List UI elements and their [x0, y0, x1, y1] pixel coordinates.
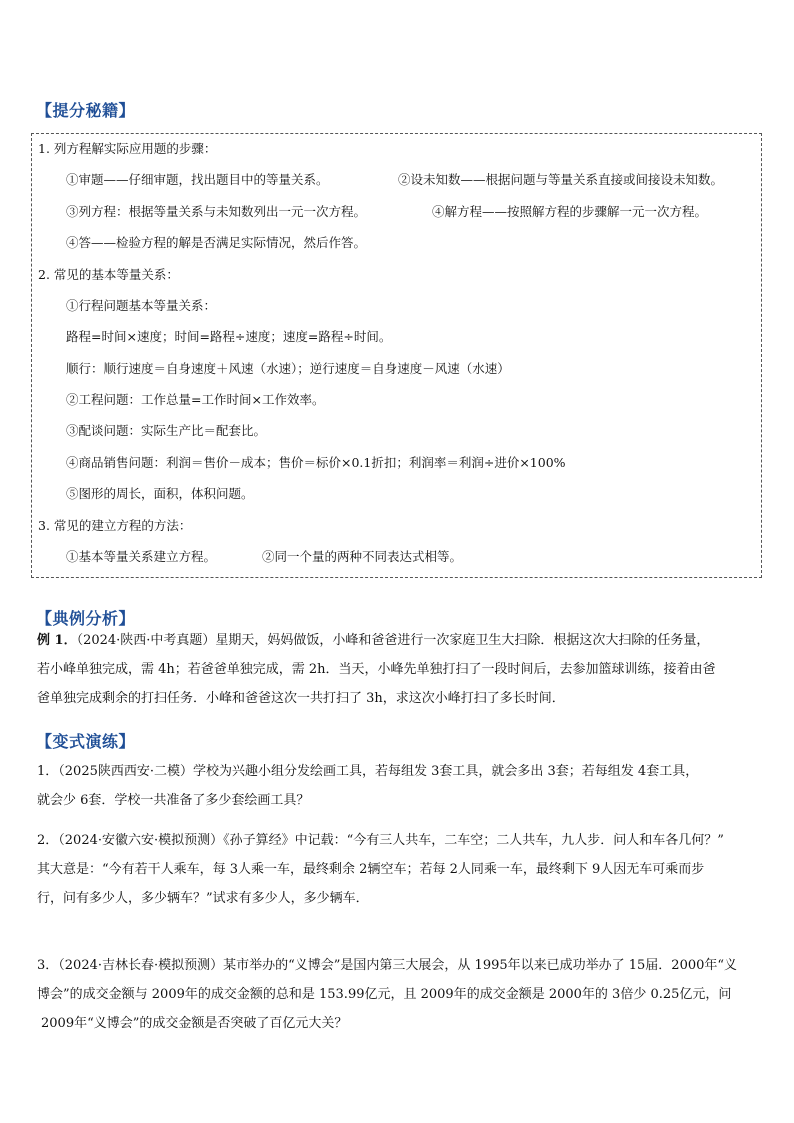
tips-section3-title: 3. 常见的建立方程的方法： [38, 518, 192, 533]
q1-line-1: 1．（2025陕西西安·二模）学校为兴趣小组分发绘画工具，若每组发 3套工具，就会多出 3套；若每组发 4套工具， [37, 764, 699, 779]
tips-step4: ④解方程——按照解方程的步骤解一元一次方程。 [432, 204, 708, 219]
tips-section2-title: 2. 常见的基本等量关系： [38, 267, 179, 282]
tips-section1-title: 1. 列方程解实际应用题的步骤： [38, 141, 217, 156]
tips-item1: ①行程问题基本等量关系： [66, 298, 217, 313]
tips-method2: ②同一个量的两种不同表达式相等。 [262, 549, 463, 564]
practice-heading: 【变式演练】 [36, 732, 136, 751]
practice-question-3 [37, 951, 767, 1038]
q1-line-2: 就会少 6套．学校一共准备了多少套绘画工具？ [37, 793, 310, 808]
example-label: 例 1． [37, 633, 77, 648]
tips-step5: ④答——检验方程的解是否满足实际情况，然后作答。 [66, 235, 367, 250]
q2-line-3: 行，问有多少人，多少辆车？”试求有多少人，多少辆车． [37, 891, 369, 906]
example-line-3: 爸单独完成剩余的打扫任务．小峰和爸爸这次一共打扫了 3h，求这次小峰打扫了多长时间． [37, 691, 565, 706]
q3-line-2: 博会”的成交金额与 2009年的成交金额的总和是 153.99亿元，且 2009年的成交金额是 2000年的 3倍少 0.25亿元，问 [37, 987, 732, 1002]
example-line-2: 若小峰单独完成，需 4h；若爸爸单独完成，需 2h．当天，小峰先单独打扫了一段时间后，去参加篮球训练，接着由爸 [37, 662, 716, 677]
practice-question-2 [37, 826, 767, 913]
tips-heading: 【提分秘籍】 [36, 101, 136, 120]
tips-item1-water: 顺行：顺行速度＝自身速度＋风速（水速）；逆行速度＝自身速度－风速（水速） [66, 361, 510, 376]
tips-item1-formula: 路程=时间×速度；时间=路程÷速度；速度=路程÷时间。 [66, 329, 392, 344]
q2-line-2: 其大意是：“今有若干人乘车，每 3人乘一车，最终剩余 2辆空车；若每 2人同乘一车，最终剩下 9人因无车可乘而步 [37, 862, 705, 877]
q2-line-1: 2．（2024·安徽六安·模拟预测）《孙子算经》中记载：“今有三人共车，二车空；二人共车，九人步．问人和车各几何？” [37, 833, 724, 848]
tips-item2: ②工程问题：工作总量=工作时间×工作效率。 [66, 392, 325, 407]
tips-step2: ②设未知数——根据问题与等量关系直接或间接设未知数。 [398, 172, 724, 187]
practice-question-1 [37, 757, 767, 815]
example-heading: 【典例分析】 [36, 609, 136, 628]
example-1 [37, 626, 767, 713]
example-line-1: （2024·陕西·中考真题）星期天，妈妈做饭，小峰和爸爸进行一次家庭卫生大扫除．根据这次大扫除的任务量， [76, 633, 710, 648]
tips-method1: ①基本等量关系建立方程。 [66, 549, 217, 564]
tips-step3: ③列方程：根据等量关系与未知数列出一元一次方程。 [66, 204, 367, 219]
tips-box [31, 133, 762, 578]
tips-item5: ⑤图形的周长，面积，体积问题。 [66, 486, 254, 501]
q3-line-1: 3．（2024·吉林长春·模拟预测）某市举办的“义博会”是国内第三大展会，从 1995年以来已成功举办了 15届．2000年“义 [37, 958, 738, 973]
tips-item4: ④商品销售问题：利润＝售价－成本；售价＝标价×0.1折扣；利润率＝利润÷进价×100% [66, 455, 566, 470]
tips-step1: ①审题——仔细审题，找出题目中的等量关系。 [66, 172, 329, 187]
q3-line-3: 2009年“义博会”的成交金额是否突破了百亿元大关？ [41, 1016, 348, 1031]
tips-item3: ③配谈问题：实际生产比＝配套比。 [66, 423, 267, 438]
